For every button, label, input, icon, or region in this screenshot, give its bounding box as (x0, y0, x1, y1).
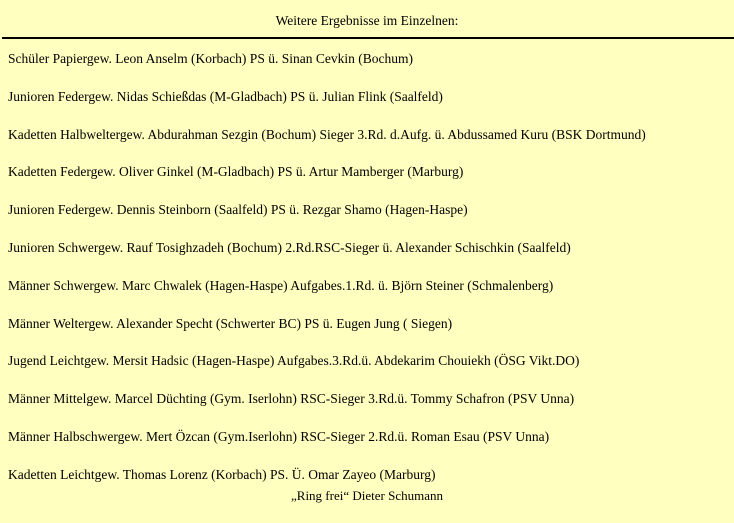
result-line: Junioren Schwergew. Rauf Tosighzadeh (Bochum) 2.Rd.RSC-Sieger ü. Alexander Schischkin (Saalfeld) (8, 239, 571, 255)
results-list (8, 50, 730, 484)
result-line: Männer Schwergew. Marc Chwalek (Hagen-Haspe) Aufgabes.1.Rd. ü. Björn Steiner (Schmalenberg) (8, 277, 554, 293)
result-line: Kadetten Halbweltergew. Abdurahman Sezgin (Bochum) Sieger 3.Rd. d.Aufg. ü. Abdussamed Kuru (BSK Dortmund) (8, 126, 646, 142)
page-heading: Weitere Ergebnisse im Einzelnen: (275, 13, 459, 28)
author-signature: „Ring frei“ Dieter Schumann (291, 488, 443, 503)
result-line: Jugend Leichtgew. Mersit Hadsic (Hagen-Haspe) Aufgabes.3.Rd.ü. Abdekarim Chouiekh (ÖSG Vikt.DO) (8, 353, 580, 369)
result-line: Männer Mittelgew. Marcel Düchting (Gym. Iserlohn) RSC-Sieger 3.Rd.ü. Tommy Schafron (PSV Unna) (8, 391, 575, 407)
result-line: Junioren Federgew. Nidas Schießdas (M-Gladbach) PS ü. Julian Flink (Saalfeld) (8, 88, 443, 104)
result-line: Junioren Federgew. Dennis Steinborn (Saalfeld) PS ü. Rezgar Shamo (Hagen-Haspe) (8, 202, 468, 218)
result-line: Kadetten Federgew. Oliver Ginkel (M-Gladbach) PS ü. Artur Mamberger (Marburg) (8, 164, 464, 180)
heading-divider (2, 37, 734, 39)
result-line: Männer Weltergew. Alexander Specht (Schwerter BC) PS ü. Eugen Jung ( Siegen) (8, 315, 453, 331)
result-line: Schüler Papiergew. Leon Anselm (Korbach) PS ü. Sinan Cevkin (Bochum) (8, 51, 413, 66)
result-line: Männer Halbschwergew. Mert Özcan (Gym.Iserlohn) RSC-Sieger 2.Rd.ü. Roman Esau (PSV Unna) (8, 428, 550, 444)
result-line: Kadetten Leichtgew. Thomas Lorenz (Korbach) PS. Ü. Omar Zayeo (Marburg) (8, 466, 436, 482)
